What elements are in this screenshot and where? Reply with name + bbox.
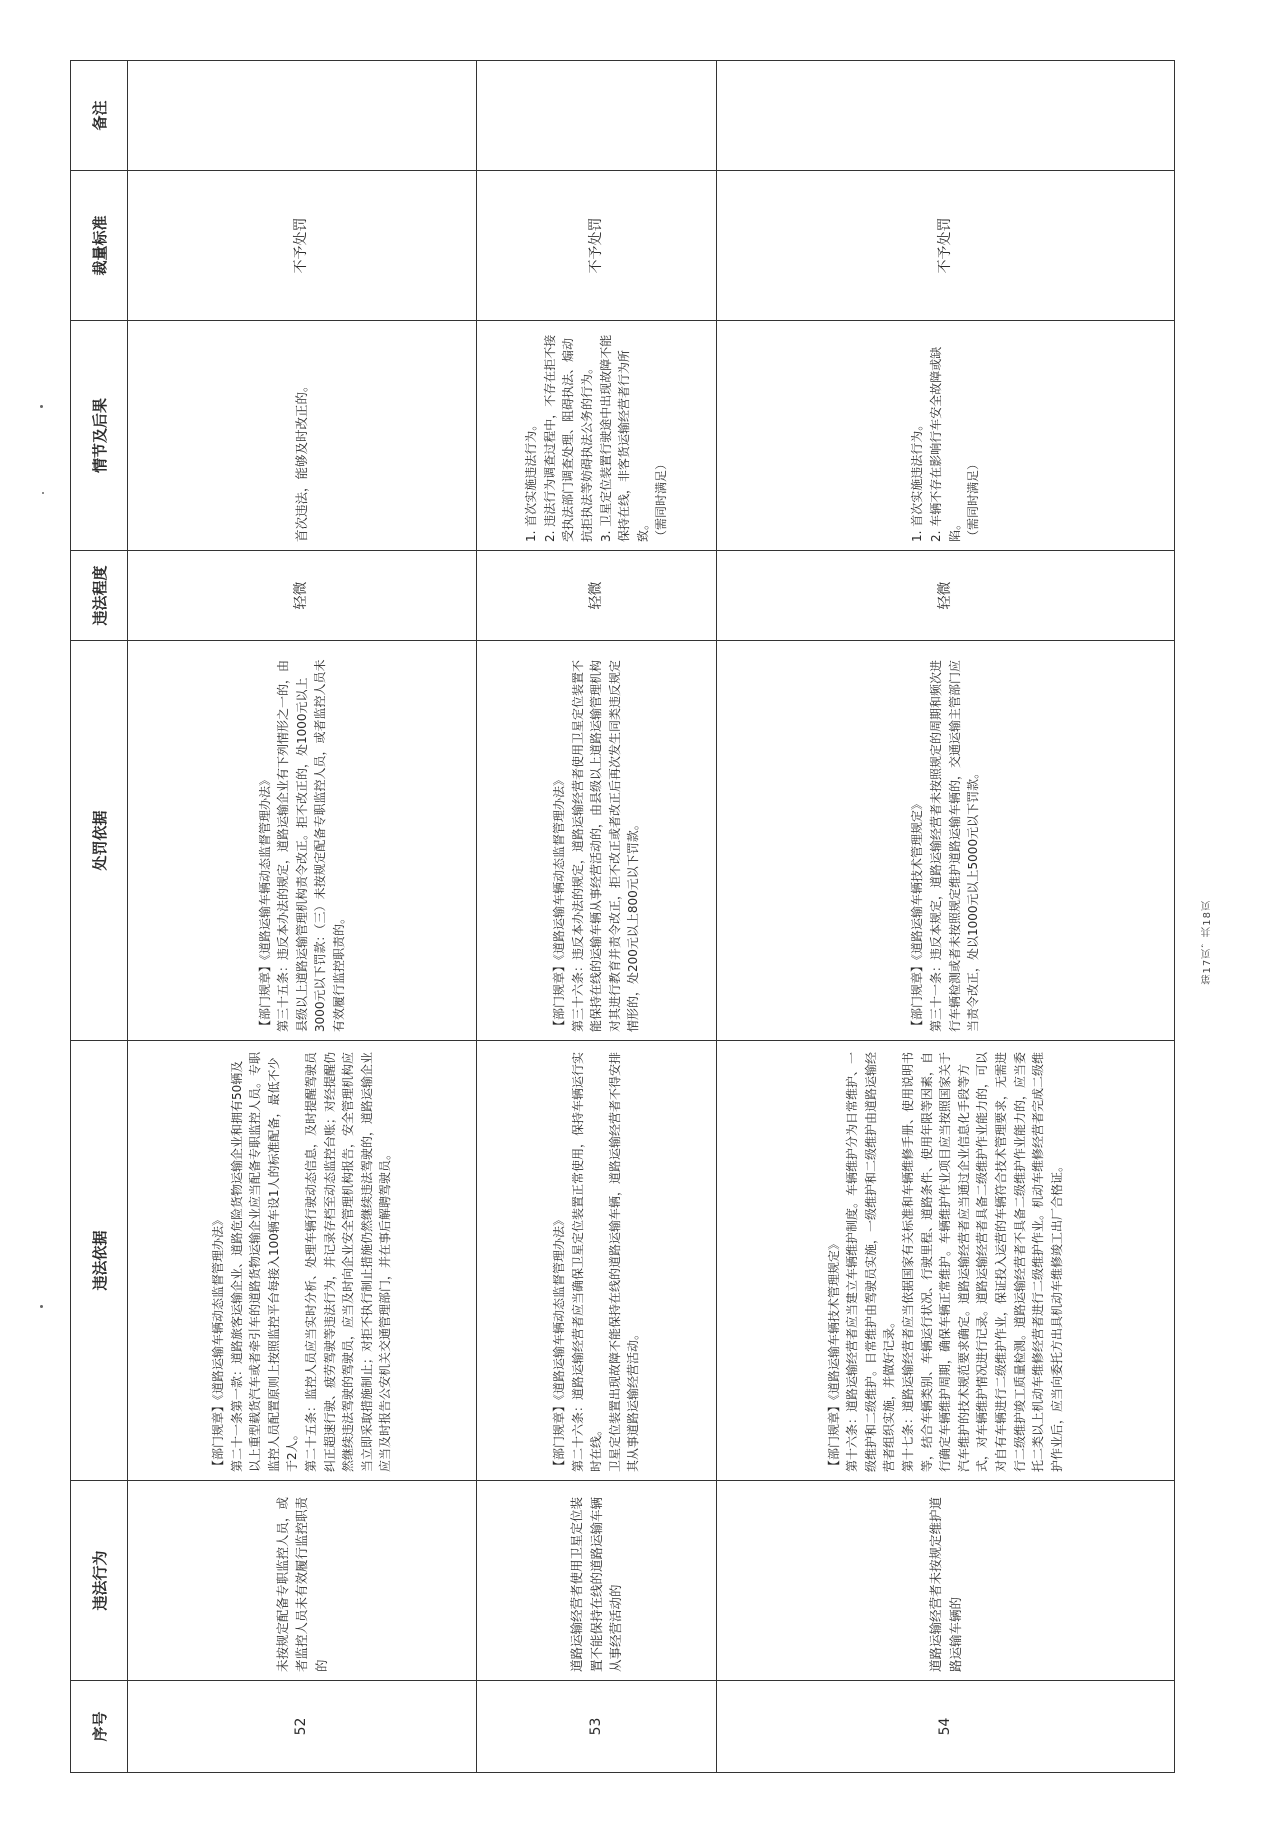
- row-basis: [717, 1041, 1175, 1481]
- basis-clause: 卫星定位装置出现故障不能保持在线的道路运输车辆，道路运输经营者不得安排其从事道路运输经营活动。: [607, 1051, 641, 1472]
- row-num: 54: [717, 1681, 1175, 1773]
- page-footer: 第17页，共18页: [1202, 900, 1213, 985]
- row-standard: 不予处罚: [128, 171, 477, 321]
- table-row: [128, 61, 477, 1773]
- basis-clause: 第二十六条：道路运输经营者应当确保卫星定位装置正常使用，保持车辆运行实时在线。: [570, 1051, 604, 1472]
- table-row: [717, 61, 1175, 1773]
- row-penalty: [477, 641, 717, 1041]
- row-remarks: [128, 61, 477, 171]
- row-degree: 轻微: [477, 551, 717, 641]
- row-penalty: [717, 641, 1175, 1041]
- basis-source: 【部门规章】《道路运输车辆动态监督管理办法》: [211, 1213, 226, 1472]
- row-degree: 轻微: [128, 551, 477, 641]
- row-circumstances: 首次违法，能够及时改正的。: [128, 321, 477, 551]
- row-num: 53: [477, 1681, 717, 1773]
- header-circumstances: 情节及后果: [71, 321, 128, 551]
- header-basis: 违法依据: [71, 1041, 128, 1481]
- rotated-table-wrapper: [70, 61, 1161, 1773]
- penalty-clause: 第三十一条：违反本规定，道路运输经营者未按照规定的周期和频次进行车辆检测或者未按照规定维护道路运输车辆的，交通运输主管部门应当责令改正，处以1000元以上5000元以下罚款。: [928, 659, 981, 1032]
- scan-speck: [42, 492, 44, 494]
- row-act: 未按规定配备专职监控人员，或者监控人员未有效履行监控职责的: [128, 1481, 477, 1681]
- row-circumstances: 1. 首次实施违法行为。 2. 违法行为调查过程中，不存在拒不接受执法部门调查处理、阻碍执法、煽动抗拒执法等妨碍执法公务的行为。 3. 卫星定位装置行驶途中出现故障不能保持在线，非客货运输经营者行为所致。 （需同时满足）: [477, 321, 717, 551]
- basis-clause: 第十七条：道路运输经营者应当依据国家有关标准和车辆维修手册、使用说明书等，结合车辆类别、车辆运行状况、行驶里程、道路条件、使用年限等因素，自行确定车辆维护周期，确保车辆正常维护。车辆维护作业项目应当按照国家关于汽车维护的技术规范要求确定。道路运输经营者应当通过企业信息化手段等方式，对车辆维护情况进行记录。道路运输经营者具备二级维护作业能力的，可以对自有车辆进行二级维护作业，保证投入运营的车辆符合技术管理要求，无需进行二级维护竣工质量检测。道路运输经营者不具备二级维护作业能力的，应当委托二类以上机动车维修经营者进行二级维护作业。机动车维修经营者完成二级维护作业后，应当向委托方出具机动车维修竣工出厂合格证。: [901, 1051, 1064, 1472]
- row-num: 52: [128, 1681, 477, 1773]
- row-basis: [128, 1041, 477, 1481]
- basis-clause: 第二十五条：监控人员应当实时分析、处理车辆行驶动态信息，及时提醒驾驶员纠正超速行驶、疲劳驾驶等违法行为，并记录存档至动态监控台账；对经提醒仍然继续违法驾驶的驾驶员，应当及时向企业安全管理机构报告，安全管理机构应当立即采取措施制止；对拒不执行制止措施仍然继续违法驾驶的，道路运输企业应当及时报告公安机关交通管理部门，并在事后解聘驾驶员。: [304, 1051, 393, 1472]
- row-standard: 不予处罚: [477, 171, 717, 321]
- header-num: 序号: [71, 1681, 128, 1773]
- header-act: 违法行为: [71, 1481, 128, 1681]
- scan-speck: [40, 1305, 43, 1308]
- basis-source: 【部门规章】《道路运输车辆动态监督管理办法》: [552, 1213, 567, 1472]
- scan-speck: [40, 405, 43, 408]
- row-remarks: [717, 61, 1175, 171]
- header-degree: 违法程度: [71, 551, 128, 641]
- header-remarks: 备注: [71, 61, 128, 171]
- basis-source: 【部门规章】《道路运输车辆技术管理规定》: [826, 1237, 841, 1472]
- row-standard: 不予处罚: [717, 171, 1175, 321]
- row-act: 道路运输经营者未按规定维护道路运输车辆的: [717, 1481, 1175, 1681]
- header-penalty: 处罚依据: [71, 641, 128, 1041]
- penalty-clause: 第三十五条：违反本办法的规定，道路运输企业有下列情形之一的，由县级以上道路运输管理机构责令改正。拒不改正的，处1000元以上3000元以下罚款：（三）未按规定配备专职监控人员，或者监控人员未有效履行监控职责的。: [276, 659, 346, 1032]
- basis-clause: 第二十一条第一款：道路旅客运输企业、道路危险货物运输企业和拥有50辆及以上重型载货汽车或者牵引车的道路货物运输企业应当配备专职监控人员。专职监控人员配置原则上按照监控平台每接入100辆车设1人的标准配备，最低不少于2人。: [229, 1051, 300, 1472]
- row-circumstances: 1. 首次实施违法行为。 2. 车辆不存在影响行车安全故障或缺陷。 （需同时满足）: [717, 321, 1175, 551]
- row-basis: [477, 1041, 717, 1481]
- penalty-source: 【部门规章】《道路运输车辆动态监督管理办法》: [552, 773, 567, 1032]
- table-row: [477, 61, 717, 1773]
- header-standard: 裁量标准: [71, 171, 128, 321]
- row-degree: 轻微: [717, 551, 1175, 641]
- basis-clause: 第十六条：道路运输经营者应当建立车辆维护制度。车辆维护分为日常维护、一级维护和二级维护。日常维护由驾驶员实施，一级维护和二级维护由道路运输经营者组织实施，并做好记录。: [845, 1051, 897, 1472]
- penalty-source: 【部门规章】《道路运输车辆技术管理规定》: [910, 797, 925, 1032]
- row-act: 道路运输经营者使用卫星定位装置不能保持在线的道路运输车辆从事经营活动的: [477, 1481, 717, 1681]
- penalty-discretion-table: [70, 60, 1175, 1773]
- penalty-clause: 第三十六条：违反本办法的规定，道路运输经营者使用卫星定位装置不能保持在线的运输车辆从事经营活动的，由县级以上道路运输管理机构对其进行教育并责令改正，拒不改正或者改正后再次发生同类违反规定情形的，处200元以上800元以下罚款。: [570, 659, 641, 1032]
- penalty-source: 【部门规章】《道路运输车辆动态监督管理办法》: [257, 773, 272, 1032]
- row-remarks: [477, 61, 717, 171]
- row-penalty: [128, 641, 477, 1041]
- header-row: [71, 61, 128, 1773]
